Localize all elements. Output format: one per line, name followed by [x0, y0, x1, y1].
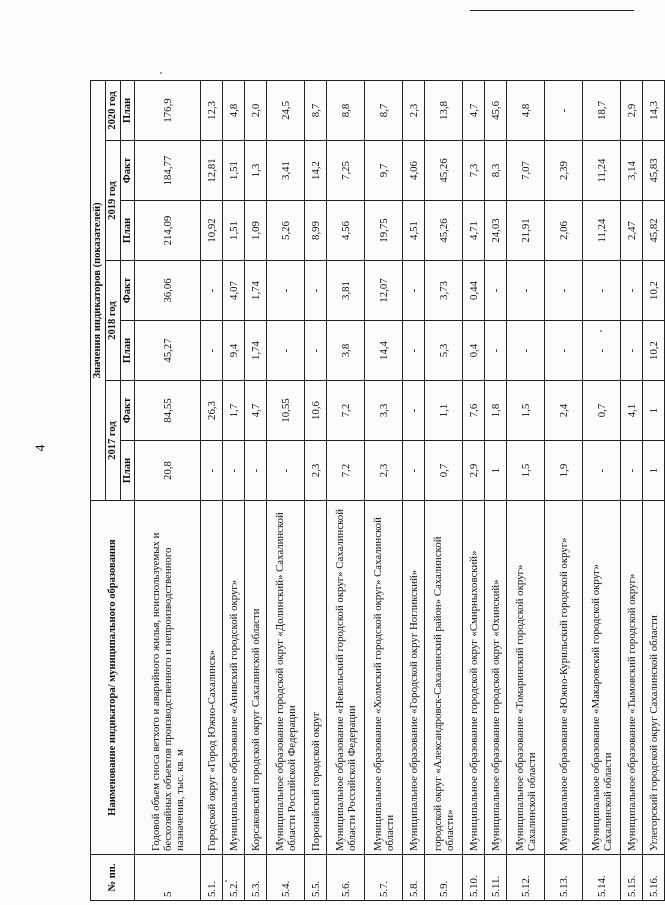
value-cell: 184,77	[135, 141, 201, 201]
value-cell: 214,09	[135, 201, 201, 261]
value-cell: 4,07	[223, 261, 245, 321]
value-cell: 0,7	[583, 381, 621, 441]
value-cell: 3,73	[425, 261, 463, 321]
value-cell: 10,92	[201, 201, 223, 261]
value-cell: 14,2	[305, 141, 327, 201]
indicators-table	[90, 80, 665, 901]
header-fact: Факт	[120, 141, 135, 201]
table-row	[425, 80, 463, 900]
value-cell: -	[305, 261, 327, 321]
table-row	[583, 80, 621, 900]
value-cell: 7,07	[507, 141, 545, 201]
value-cell: 1,1	[425, 381, 463, 441]
row-number: 5.2.	[223, 855, 245, 901]
value-cell: 1,09	[245, 201, 267, 261]
value-cell: 2,47	[621, 201, 643, 261]
value-cell: 84,55	[135, 381, 201, 441]
value-cell: 7,2	[327, 441, 365, 501]
value-cell: 24,03	[485, 201, 507, 261]
value-cell: -	[583, 441, 621, 501]
row-name: Муниципальное образование «Томаринский городской округ» Сахалинской области	[507, 501, 545, 855]
value-cell: -	[507, 321, 545, 381]
value-cell: -	[545, 261, 583, 321]
value-cell: 13,8	[425, 80, 463, 140]
value-cell: -	[267, 441, 305, 501]
row-number: 5.15.	[621, 855, 643, 901]
value-cell: 36,06	[135, 261, 201, 321]
value-cell: 176,9	[135, 80, 201, 140]
row-name: Муниципальное образование «Городской округ Ногликский»	[403, 501, 425, 855]
table-row	[485, 80, 507, 900]
value-cell: 10,2	[643, 321, 665, 381]
value-cell: 18,7	[583, 80, 621, 140]
header-group: Значения индикаторов (показателей)	[91, 80, 106, 500]
table-body	[135, 80, 665, 900]
value-cell: 45,82	[643, 201, 665, 261]
value-cell: 1	[643, 381, 665, 441]
value-cell: 45,26	[425, 201, 463, 261]
row-name: городской округ «Александровск-Сахалинский район» Сахалинской области»	[425, 501, 463, 855]
header-plan: План	[120, 441, 135, 501]
value-cell: 2,0	[245, 80, 267, 140]
value-cell: 2,9	[621, 80, 643, 140]
value-cell: -	[621, 261, 643, 321]
value-cell: 21,91	[507, 201, 545, 261]
header-plan: План	[120, 321, 135, 381]
value-cell: 8,7	[305, 80, 327, 140]
table-row	[267, 80, 305, 900]
page-number: 4	[33, 444, 49, 452]
row-number: 5.7.	[365, 855, 403, 901]
header-year-2020: 2020 год	[105, 80, 120, 140]
value-cell: -	[403, 321, 425, 381]
table-row	[403, 80, 425, 900]
row-number: 5.6.	[327, 855, 365, 901]
header-no: № пп.	[91, 855, 135, 901]
value-cell: 45,26	[425, 141, 463, 201]
value-cell: 9,4	[223, 321, 245, 381]
value-cell: 1	[485, 441, 507, 501]
value-cell: 1,5	[507, 441, 545, 501]
value-cell: 12,3	[201, 80, 223, 140]
value-cell: -	[485, 261, 507, 321]
value-cell: -	[545, 321, 583, 381]
value-cell: -	[267, 321, 305, 381]
row-number: 5.4.	[267, 855, 305, 901]
value-cell: 11,24	[583, 201, 621, 261]
value-cell: -	[545, 80, 583, 140]
value-cell: 7,6	[463, 381, 485, 441]
value-cell: 1,7	[223, 381, 245, 441]
row-name: Муниципальное образование «Макаровский городской округ» Сахалинской области	[583, 501, 621, 855]
value-cell: 1,8	[485, 381, 507, 441]
header-name: Наименование индикатора/ муниципального образования	[91, 501, 135, 855]
value-cell: 1,74	[245, 261, 267, 321]
row-name: Муниципальное образование «Холмский городской округ» Сахалинской области	[365, 501, 403, 855]
value-cell: 2,9	[463, 441, 485, 501]
table-row	[643, 80, 665, 900]
value-cell: 5,3	[425, 321, 463, 381]
value-cell: 45,83	[643, 141, 665, 201]
value-cell: 8,99	[305, 201, 327, 261]
value-cell: 4,56	[327, 201, 365, 261]
header-year-2018: 2018 год	[105, 261, 120, 381]
table-row	[621, 80, 643, 900]
table-row	[135, 80, 201, 900]
value-cell: -	[245, 441, 267, 501]
value-cell: 7,3	[463, 141, 485, 201]
row-name: Городской округ «Город Южно-Сахалинск»	[201, 501, 223, 855]
row-number: 5.12.	[507, 855, 545, 901]
row-number: 5.3.	[245, 855, 267, 901]
table-row	[365, 80, 403, 900]
value-cell: 1,74	[245, 321, 267, 381]
table-row	[201, 80, 223, 900]
value-cell: -	[583, 321, 621, 381]
rotated-table-wrapper	[90, 81, 660, 901]
value-cell: 4,8	[507, 80, 545, 140]
value-cell: 2,06	[545, 201, 583, 261]
value-cell: -	[583, 261, 621, 321]
value-cell: 2,3	[403, 80, 425, 140]
value-cell: 1,9	[545, 441, 583, 501]
value-cell: 10,55	[267, 381, 305, 441]
value-cell: 11,24	[583, 141, 621, 201]
table-row	[507, 80, 545, 900]
value-cell: 8,7	[365, 80, 403, 140]
header-fact: Факт	[120, 381, 135, 441]
value-cell: 14,4	[365, 321, 403, 381]
row-number: 5.1.	[201, 855, 223, 901]
row-name: Корсаковский городской округ Сахалинской области	[245, 501, 267, 855]
value-cell: 2,39	[545, 141, 583, 201]
row-name: Муниципальное образование «Анивский городской округ»	[223, 501, 245, 855]
value-cell: -	[201, 261, 223, 321]
top-rule	[470, 10, 634, 11]
row-number: 5.8.	[403, 855, 425, 901]
value-cell: 4,06	[403, 141, 425, 201]
scan-speck	[160, 72, 162, 74]
value-cell: 10,6	[305, 381, 327, 441]
row-name: Муниципальное образование городской округ «Охинский»	[485, 501, 507, 855]
table-row	[327, 80, 365, 900]
row-name: Муниципальное образование городской округ «Смирныховский»	[463, 501, 485, 855]
row-name: Годовой объем сноса ветхого и аварийного жилья, неиспользуемых и бесхозяйных объектов производственного и непроизводственного назначения, тыс. кв. м	[135, 501, 201, 855]
value-cell: 14,3	[643, 80, 665, 140]
value-cell: -	[621, 321, 643, 381]
value-cell: 1,5	[507, 381, 545, 441]
header-fact: Факт	[120, 261, 135, 321]
value-cell: 4,71	[463, 201, 485, 261]
value-cell: 1,51	[223, 141, 245, 201]
table-row	[545, 80, 583, 900]
value-cell: -	[201, 321, 223, 381]
row-number: 5.5.	[305, 855, 327, 901]
value-cell: 3,14	[621, 141, 643, 201]
value-cell: 7,25	[327, 141, 365, 201]
value-cell: -	[485, 321, 507, 381]
value-cell: -	[507, 261, 545, 321]
row-name: Муниципальное образование городской округ «Долинский» Сахалинской области Российской Федерации	[267, 501, 305, 855]
row-number: 5	[135, 855, 201, 901]
value-cell: -	[223, 441, 245, 501]
value-cell: 10,2	[643, 261, 665, 321]
header-year-2019: 2019 год	[105, 141, 120, 261]
value-cell: 4,1	[621, 381, 643, 441]
value-cell: 3,41	[267, 141, 305, 201]
value-cell: 19,75	[365, 201, 403, 261]
row-number: 5.11.	[485, 855, 507, 901]
row-name: Муниципальное образование «Южно-Курильский городской округ»	[545, 501, 583, 855]
value-cell: 45,6	[485, 80, 507, 140]
value-cell: 20,8	[135, 441, 201, 501]
value-cell: 24,5	[267, 80, 305, 140]
value-cell: -	[403, 381, 425, 441]
row-number: 5.14.	[583, 855, 621, 901]
value-cell: 2,4	[545, 381, 583, 441]
value-cell: 2,3	[365, 441, 403, 501]
row-name: Муниципальное образование «Тымовский городской округ»	[621, 501, 643, 855]
value-cell: 4,8	[223, 80, 245, 140]
table-row	[245, 80, 267, 900]
value-cell: 45,27	[135, 321, 201, 381]
value-cell: -	[201, 441, 223, 501]
value-cell: 12,07	[365, 261, 403, 321]
value-cell: 9,7	[365, 141, 403, 201]
value-cell: 12,81	[201, 141, 223, 201]
value-cell: 4,7	[463, 80, 485, 140]
value-cell: 7,2	[327, 381, 365, 441]
value-cell: 1,3	[245, 141, 267, 201]
row-name: Муниципальное образование «Невельский городской округ» Сахалинской области Российской Федерации	[327, 501, 365, 855]
value-cell: 0,44	[463, 261, 485, 321]
table-row	[223, 80, 245, 900]
table-row	[463, 80, 485, 900]
value-cell: 3,8	[327, 321, 365, 381]
value-cell: 1,51	[223, 201, 245, 261]
value-cell: -	[621, 441, 643, 501]
value-cell: 3,3	[365, 381, 403, 441]
value-cell: 5,26	[267, 201, 305, 261]
row-number: 5.10.	[463, 855, 485, 901]
value-cell: -	[305, 321, 327, 381]
value-cell: 2,3	[305, 441, 327, 501]
row-name: Поронайский городской округ	[305, 501, 327, 855]
value-cell: 0,4	[463, 321, 485, 381]
value-cell: 3,81	[327, 261, 365, 321]
value-cell: 4,7	[245, 381, 267, 441]
value-cell: 0,7	[425, 441, 463, 501]
table-row	[305, 80, 327, 900]
header-plan: План	[120, 201, 135, 261]
value-cell: 26,3	[201, 381, 223, 441]
header-plan: План	[120, 80, 135, 140]
header-year-2017: 2017 год	[105, 381, 120, 501]
value-cell: 8,8	[327, 80, 365, 140]
value-cell: -	[267, 261, 305, 321]
value-cell: 4,51	[403, 201, 425, 261]
row-name: Углегорский городской округ Сахалинской области	[643, 501, 665, 855]
row-number: 5.9.	[425, 855, 463, 901]
value-cell: -	[403, 261, 425, 321]
value-cell: 8,3	[485, 141, 507, 201]
value-cell: -	[403, 441, 425, 501]
row-number: 5.13.	[545, 855, 583, 901]
row-number: 5.16.	[643, 855, 665, 901]
value-cell: 1	[643, 441, 665, 501]
